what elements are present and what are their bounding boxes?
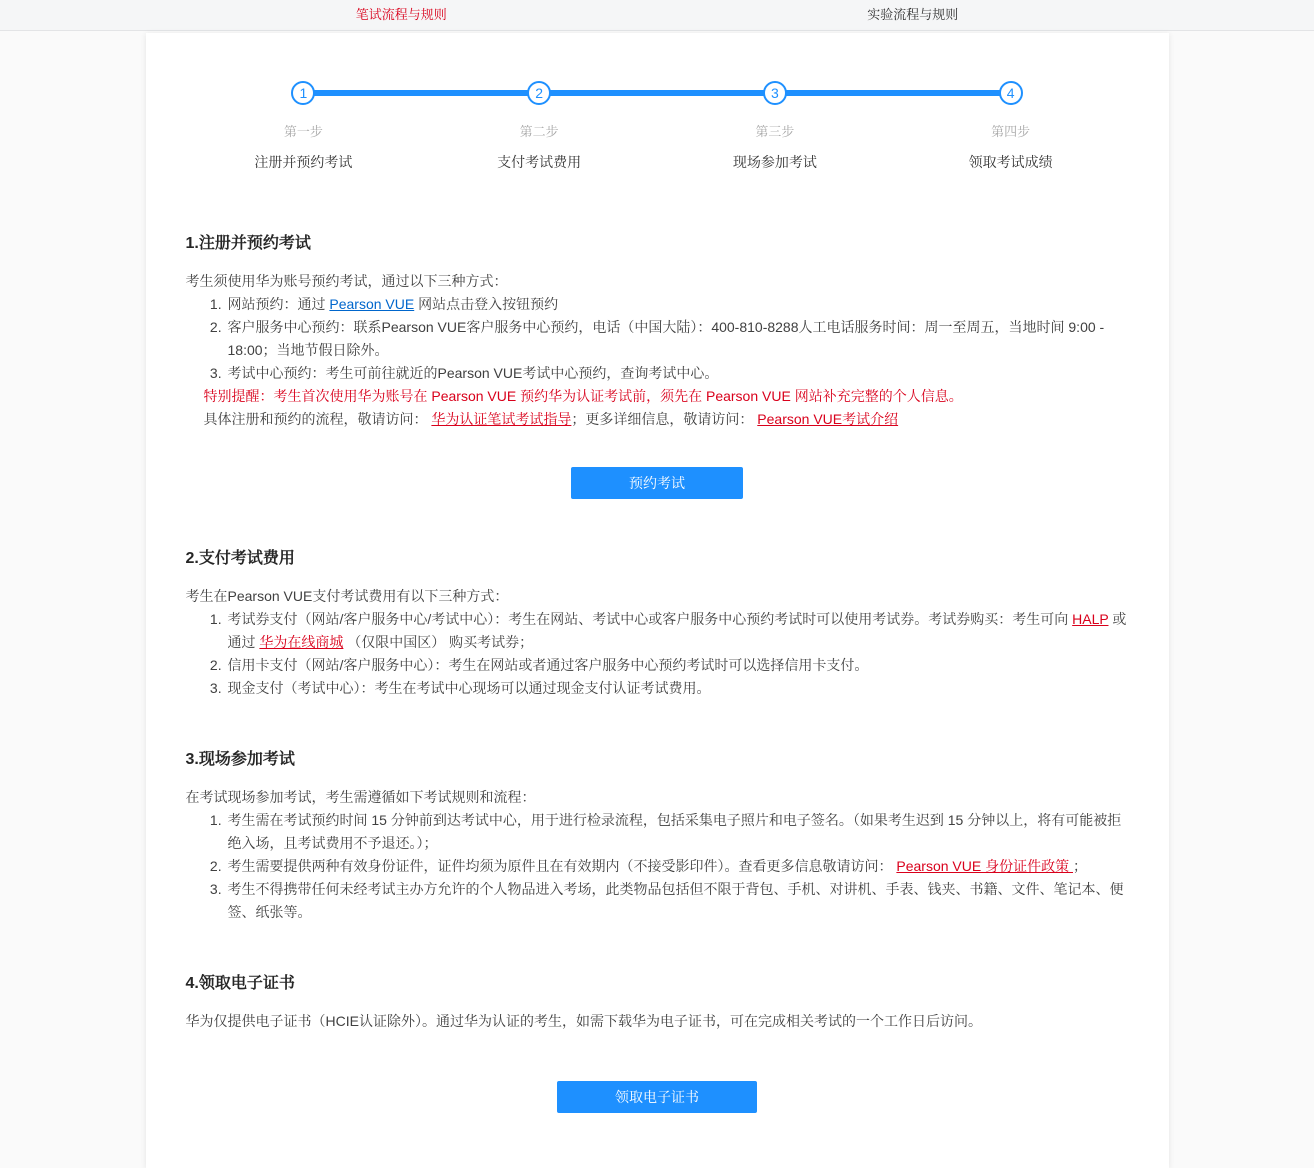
inline-link[interactable]: HALP xyxy=(1072,611,1109,627)
content-card xyxy=(146,33,1169,1168)
stepper-step-1 xyxy=(186,81,422,172)
section-pay-exam-fee xyxy=(186,545,1129,700)
note-registration-links xyxy=(204,408,1129,431)
book-exam-button[interactable]: 预约考试 xyxy=(571,467,743,499)
section-intro: 华为仅提供电子证书（HCIE认证除外）。通过华为认证的考生，如需下载华为电子证书，可在完成相关考试的一个工作日后访问。 xyxy=(185,1013,982,1029)
text-segment: 考生需在考试预约时间 15 分钟前到达考试中心，用于进行检录流程，包括采集电子照片和电子签名。（如果考生迟到 15 分钟以上，将有可能被拒绝入场，且考试费用不予退还。）； xyxy=(227,812,1122,851)
text-segment: 考生不得携带任何未经考试主办方允许的个人物品进入考场，此类物品包括但不限于背包、手机、对讲机、手表、钱夹、书籍、文件、笔记本、便签、纸张等。 xyxy=(227,881,1124,920)
get-certificate-button-row xyxy=(186,1081,1129,1113)
inline-link[interactable]: 华为在线商城 xyxy=(259,634,344,650)
text-segment: 或通过 xyxy=(227,611,1127,650)
text-segment: ； xyxy=(1073,858,1087,874)
step-3-label: 第三步 xyxy=(755,124,795,139)
text-segment: （仅限中国区） 购买考试券； xyxy=(343,634,534,650)
step-3-title: 现场参加考试 xyxy=(732,154,817,170)
section-intro: 在考试现场参加考试，考生需遵循如下考试规则和流程： xyxy=(185,789,536,805)
section-heading: 2.支付考试费用 xyxy=(185,550,295,567)
page-content xyxy=(186,230,1129,1113)
text-segment: 信用卡支付（网站/客户服务中心）：考生在网站或者通过客户服务中心预约考试时可以选择信用卡支付。 xyxy=(227,657,869,673)
highlighted-text: 特别提醒：考生首次使用华为账号在 Pearson VUE 预约华为认证考试前，须先在 Pearson VUE 网站补充完整的个人信息。 xyxy=(203,388,963,404)
list-item xyxy=(226,878,1129,924)
list-item xyxy=(226,293,1129,316)
text-segment: 网站预约：通过 xyxy=(227,296,330,312)
step-2-number-badge: 2 xyxy=(527,81,551,105)
step-1-title: 注册并预约考试 xyxy=(254,154,353,170)
section-intro: 考生须使用华为账号预约考试，通过以下三种方式： xyxy=(185,273,508,289)
text-segment: 现金支付（考试中心）：考生在考试中心现场可以通过现金支付认证考试费用。 xyxy=(227,680,711,696)
step-2-title: 支付考试费用 xyxy=(497,154,582,170)
section-register-and-book xyxy=(186,230,1129,499)
inline-link[interactable]: Pearson VUE考试介绍 xyxy=(757,411,899,427)
exam-rules-list xyxy=(186,809,1129,924)
list-item xyxy=(226,809,1129,855)
step-4-number-badge: 4 xyxy=(999,81,1023,105)
list-item xyxy=(226,677,1129,700)
section-heading: 1.注册并预约考试 xyxy=(185,235,311,252)
step-3-number-badge: 3 xyxy=(763,81,787,105)
list-item xyxy=(226,855,1129,878)
inline-link[interactable]: 华为认证笔试考试指导 xyxy=(431,411,572,427)
stepper-step-4 xyxy=(893,81,1129,172)
text-segment: 考生需要提供两种有效身份证件，证件均须为原件且在有效期内（不接受影印件）。查看更多信息敬请访问： xyxy=(227,858,897,874)
stepper-step-3 xyxy=(657,81,893,172)
section-intro: 考生在Pearson VUE支付考试费用有以下三种方式： xyxy=(185,588,509,604)
step-1-label: 第一步 xyxy=(283,124,323,139)
text-segment: 考试券支付（网站/客户服务中心/考试中心）：考生在网站、考试中心或客户服务中心预约考试时可以使用考试券。考试券购买：考生可向 xyxy=(227,611,1073,627)
text-segment: 网站点击登入按钮预约 xyxy=(414,296,559,312)
note-special-reminder xyxy=(204,385,1129,408)
text-segment: 客户服务中心预约：联系Pearson VUE客户服务中心预约，电话（中国大陆）：400-810-8288人工电话服务时间：周一至周五，当地时间 9:00 - 18:00；当地节假日除外。 xyxy=(227,319,1105,358)
step-2-label: 第二步 xyxy=(519,124,559,139)
step-1-number-badge: 1 xyxy=(291,81,315,105)
section-heading: 3.现场参加考试 xyxy=(185,751,295,768)
stepper-steps-row xyxy=(186,81,1129,172)
booking-methods-list xyxy=(186,293,1129,385)
payment-methods-list xyxy=(186,608,1129,700)
section-attend-exam xyxy=(186,746,1129,924)
tab-written-exam-rules[interactable]: 笔试流程与规则 xyxy=(355,7,447,22)
top-tab-bar xyxy=(0,0,1314,31)
section-heading: 4.领取电子证书 xyxy=(185,975,295,992)
tab-lab-exam-rules[interactable]: 实验流程与规则 xyxy=(867,7,959,22)
step-4-label: 第四步 xyxy=(991,124,1031,139)
list-item xyxy=(226,316,1129,362)
stepper-step-2 xyxy=(421,81,657,172)
book-exam-button-row xyxy=(186,467,1129,499)
exam-process-stepper xyxy=(186,81,1129,172)
inline-link[interactable]: Pearson VUE xyxy=(329,296,415,312)
text-segment: 具体注册和预约的流程，敬请访问： xyxy=(203,411,432,427)
step-4-title: 领取考试成绩 xyxy=(968,154,1053,170)
list-item xyxy=(226,654,1129,677)
section-get-certificate xyxy=(186,970,1129,1113)
text-segment: ；更多详细信息，敬请访问： xyxy=(571,411,758,427)
list-item xyxy=(226,362,1129,385)
inline-link[interactable]: Pearson VUE 身份证件政策 xyxy=(896,858,1073,874)
list-item xyxy=(226,608,1129,654)
top-tab-bar-inner xyxy=(146,0,1169,30)
get-certificate-button[interactable]: 领取电子证书 xyxy=(557,1081,757,1113)
text-segment: 考试中心预约：考生可前往就近的Pearson VUE考试中心预约，查询考试中心。 xyxy=(227,365,719,381)
